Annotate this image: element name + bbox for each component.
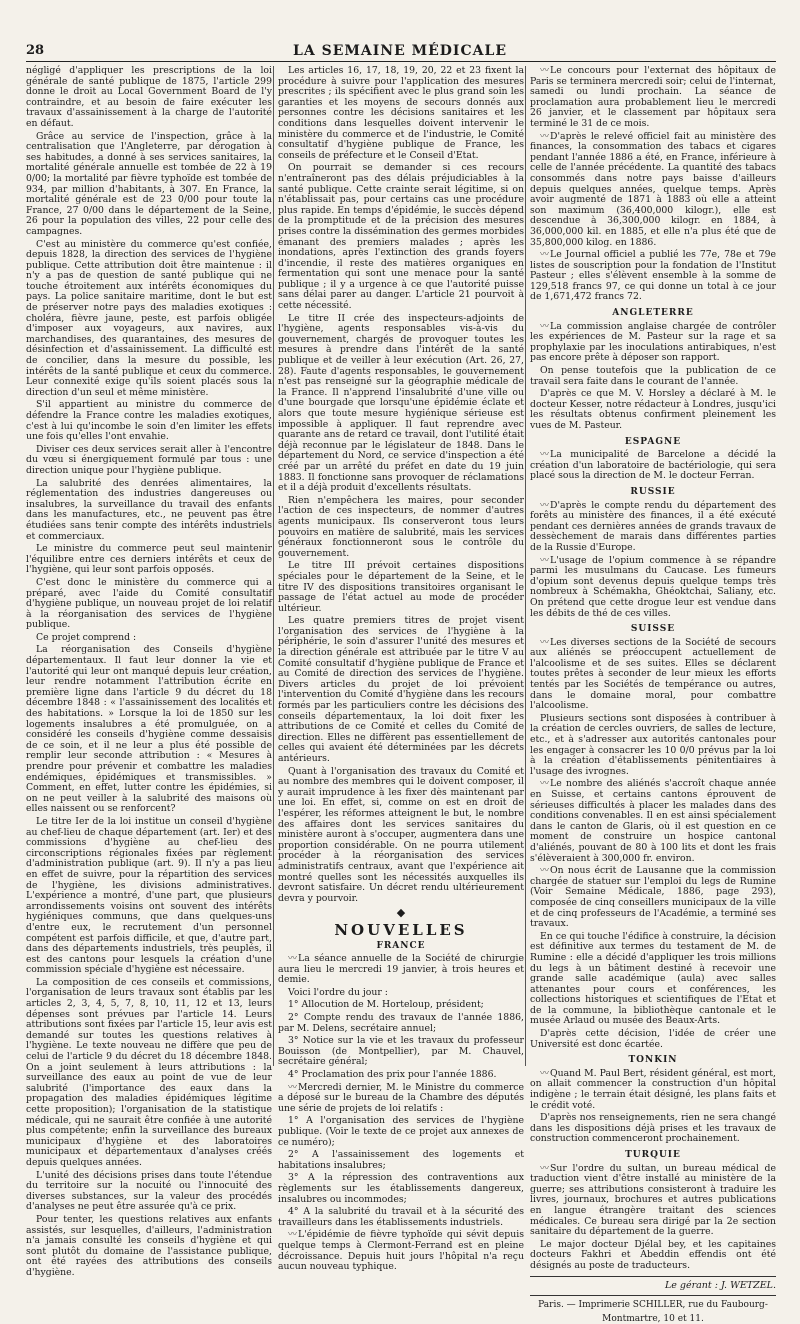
signature-rule [530, 1276, 776, 1277]
running-title: LA SEMAINE MÉDICALE [293, 43, 507, 59]
news-item: 〰 Le Journal officiel a publié les 77e, 78e et 79e listes de souscription pour la fondation de l'Institut Pasteur ; elles s'élèvent ensemble à la somme de 129,518 francs 97, ce qui donne un total à ce jour de 1,671,472 francs 72. [530, 249, 776, 303]
news-line: 4° A la salubrité du travail et à la sécurité des travailleurs dans les établissements industriels. [278, 1206, 524, 1228]
column-divider [525, 66, 526, 1066]
wave-dash-icon: 〰 [540, 1068, 549, 1079]
news-item: 〰 L'usage de l'opium commence à se répandre parmi les musulmans du Caucase. Les fumeurs d'opium sont devenus depuis quelque temps très nombreux à Schémakha, Ghéoktchai, Saliany, etc. On prétend que cette drogue leur est vendue dans les débits de thé de ces villes. [530, 554, 776, 619]
news-item: 〰 L'épidémie de fièvre typhoïde qui sévit depuis quelque temps à Clermont-Ferrand est en pleine décroissance. Depuis huit jours l'hôpital n'a reçu aucun nouveau typhique. [278, 1229, 524, 1273]
news-line: D'après ce que M. V. Horsley a déclaré à M. le docteur Kesser, notre rédacteur à Londres, jusqu'ici les résultats obtenus confirment pleinement les vues de M. Pasteur. [530, 388, 776, 431]
news-item: 〰 Mercredi dernier, M. le Ministre du commerce a déposé sur le bureau de la Chambre des députés une série de projets de loi relatifs : [278, 1081, 524, 1114]
news-line: 2° A l'assainissement des logements et habitations insalubres; [278, 1149, 524, 1171]
paragraph: Grâce au service de l'inspection, grâce à la centralisation que l'Angleterre, par dérogation à ses habitudes, a donné à ses services sanitaires, la mortalité générale annuelle est tombée de 22 à 19 0/00; la mortalité par fièvre typhoïde est tombée de 934, par million d'habitants, à 307. En France, la mortalité générale est de 23 0/00 pour toute la France, 27 0/00 dans le département de la Seine, 26 pour la population des villes, 22 pour celle des campagnes. [26, 130, 272, 237]
wave-dash-icon: 〰 [540, 500, 549, 511]
news-item: 〰 La séance annuelle de la Société de chirurgie aura lieu le mercredi 19 janvier, à trois heures et demie. [278, 953, 524, 986]
wave-dash-icon: 〰 [288, 1230, 297, 1241]
wave-dash-icon: 〰 [540, 866, 549, 877]
paragraph: C'est au ministère du commerce qu'est confiée, depuis 1828, la direction des services de l'hygiène publique. Cette attribution doit être maintenue : il n'y a pas de question de santé publique qui ne touche étroitement aux intérêts économiques du pays. La police sanitaire maritime, dont le but est de préserver notre pays des maladies exotiques : choléra, fièvre jaune, peste, est parfois obligée d'imposer aux voyageurs, aux navires, aux marchandises, des quarantaines, des mesures de désinfection et d'assainissement. La difficulté est de concilier, dans la mesure du possible, les intérêts de la santé publique et ceux du commerce. Leur connexité exige qu'ils soient placés sous la direction d'un seul et même ministère. [26, 238, 272, 398]
wave-dash-icon: 〰 [288, 1082, 297, 1093]
news-line: 4° Proclamation des prix pour l'année 1886. [288, 1069, 497, 1081]
paragraph: La composition de ces conseils et commissions, l'organisation de leurs travaux sont établis par les articles 2, 3, 4, 5, 7, 8, 10, 11, 12 et 13, leurs dépenses sont prévues par l'article 14. Leurs attributions sont fixées par l'article 15, leur avis est demandé sur toutes les questions relatives à l'hygiène. Le texte nouveau ne diffère que peu de celui de l'article 9 du décret du 18 décembre 1848. On a joint seulement à leurs attributions : la surveillance des eaux au point de vue de leur salubrité (l'importance des eaux dans la propagation des maladies épidémiques légitime cette proposition); l'organisation de la statistique médicale, qui ne saurait être confiée à une autorité plus compétente; enfin la surveillance des bureaux municipaux d'hygiène et des laboratoires municipaux et départementaux d'analyses créés depuis quelques années. [26, 976, 272, 1168]
wave-dash-icon: 〰 [540, 66, 549, 76]
managing-editor-signature: Le gérant : J. WETZEL. [664, 1279, 776, 1291]
paragraph: Quant à l'organisation des travaux du Comité et au nombre des membres qui le doivent composer, il y aurait imprudence à les fixer dès maintenant par une loi. En effet, si, comme on est en droit de l'espérer, les réformes atteignent le but, le nombre des affaires dont les services sanitaires du ministère auront à s'occuper, augmentera dans une proportion considérable. On ne pourra utilement procéder à la réorganisation des services administratifs centraux, avant que l'expérience ait montré quelles sont les nécessités auxquelles ils devront satisfaire. Un décret rendu ultérieurement devra y pourvoir. [278, 765, 524, 904]
paragraph: Le titre Ier de la loi institue un conseil d'hygiène au chef-lieu de chaque département (art. Ier) et des commissions d'hygiène au chef-lieu des circonscriptions régionales fixées par règlement d'administration publique (art. 9). Il n'y a pas lieu en effet de suivre, pour la répartition des services de l'hygiène, les divisions administratives. L'expérience a montré, d'une part, que plusieurs arrondissements voisins ont souvent des intérêts hygiéniques communs, que dans quelques-uns d'entre eux, le recrutement d'un personnel compétent est parfois difficile, et que, d'autre part, dans des départements industriels, très peuplés, il est des cantons pour lesquels la création d'une commission spéciale d'hygiène est nécessaire. [26, 815, 272, 976]
news-item: 〰 D'après le relevé officiel fait au ministère des finances, la consommation des tabacs et cigares pendant l'année 1886 a été, en France, inférieure à celle de l'année précédente. La quantité des tabacs consommés dans notre pays baisse d'ailleurs depuis quelques années, quelque temps. Après avoir augmenté de 1871 à 1883 où elle a atteint son maximum (36,400,000 kilogr.), elle est descendue à 36,300,000 kilogr. en 1884, à 36,000,000 kil. en 1885, et elle n'a plus été que de 35,800,000 kilog. en 1886. [530, 130, 776, 248]
wave-dash-icon: 〰 [540, 555, 549, 566]
news-item: 〰 On nous écrit de Lausanne que la commission chargée de statuer sur l'emploi du legs de Rumine (Voir Semaine Médicale, 1886, page 293), composée de cinq conseillers municipaux de la ville et de cinq professeurs de l'Académie, a terminé ses travaux. [530, 865, 776, 930]
column-3 [530, 65, 776, 1324]
news-item: 〰 D'après le compte rendu du département des forêts au ministère des finances, il a été exécuté pendant ces dernières années de grands travaux de dessèchement de marais dans différentes parties de la Russie d'Europe. [530, 499, 776, 553]
news-item: 〰 La commission anglaise chargée de contrôler les expériences de M. Pasteur sur la rage et sa prophylaxie par les inoculations antirabiques, n'est pas encore prête à déposer son rapport. [530, 320, 776, 364]
news-line: D'après cette décision, l'idée de créer une Université est donc écartée. [530, 1028, 776, 1050]
column-divider [273, 66, 274, 1066]
news-line: 1° Allocution de M. Horteloup, président; [288, 999, 484, 1011]
page-number: 28 [26, 43, 45, 58]
subheading-espagne: ESPAGNE [624, 436, 682, 447]
wave-dash-icon: 〰 [540, 321, 549, 332]
subheading-suisse: SUISSE [630, 624, 676, 635]
news-item: 〰 La municipalité de Barcelone a décidé la création d'un laboratoire de bactériologie, qui sera placé sous la direction de M. le docteur Ferran. [530, 449, 776, 482]
paragraph: Rien n'empêchera les maires, pour seconder l'action de ces inspecteurs, de nommer d'autres agents municipaux. Ils conserveront tous leurs pouvoirs en matière de salubrité, mais les services généraux fonctionneront sous le contrôle du gouvernement. [278, 494, 524, 559]
paragraph: Le titre II crée des inspecteurs-adjoints de l'hygiène, agents responsables vis-à-vis du gouvernement, chargés de provoquer toutes les mesures à prendre dans l'intérêt de la santé publique et de veiller à leur exécution (Art. 26, 27, 28). Faute d'agents responsables, le gouvernement n'est pas renseigné sur la géographie médicale de la France. Il n'apprend l'insalubrité d'une ville ou d'une bourgade que lorsqu'une épidémie éclate et alors que toute mesure hygiénique sérieuse est impossible à appliquer. Il faut reprendre avec quarante ans de retard ce travail, dont l'utilité était déjà reconnue par le législateur de 1848. Dans le département du Nord, ce service d'inspection a été créé par un arrêté du préfet en date du 19 juin 1883. Il fonctionne sans provoquer de réclamations et il a déjà produit d'excellents résultats. [278, 312, 524, 494]
wave-dash-icon: 〰 [540, 131, 549, 142]
paragraph: Ce projet comprend : [36, 631, 137, 643]
news-line: On pense toutefois que la publication de ce travail sera faite dans le courant de l'année. [530, 365, 776, 387]
header-rule [26, 61, 776, 62]
subheading-russie: RUSSIE [630, 486, 676, 497]
news-line: 2° Compte rendu des travaux de l'année 1886, par M. Delens, secrétaire annuel; [278, 1012, 524, 1034]
wave-dash-icon: 〰 [540, 250, 549, 261]
wave-dash-icon: 〰 [540, 1163, 549, 1174]
subheading-angleterre: ANGLETERRE [612, 308, 694, 319]
paragraph: Les quatre premiers titres de projet visent l'organisation des services de l'hygiène à la périphérie, le soin d'assurer l'unité des mesures et la direction générale est attribuée par le titre V au Comité consultatif d'hygiène publique de France et au Comité de direction des services de l'hygiène. Divers articles du projet de loi prévoient l'intervention du Comité d'hygiène dans les recours formés par les particuliers contre les décisions des conseils départementaux, la loi doit fixer les attributions de ce Comité et celles du Comité de direction. Elles ne diffèrent pas essentiellement de celles qui avaient été déterminées par les décrets antérieurs. [278, 615, 524, 764]
printer-line: Paris. — Imprimerie SCHILLER, rue du Faubourg- [538, 1300, 768, 1311]
paragraph: On pourrait se demander si ces recours n'entraîneront pas des délais préjudiciables à la santé publique. Cette crainte serait légitime, si on n'établissait pas, pour certains cas une procédure plus rapide. En temps d'épidémie, le succès dépend de la promptitude et de la précision des mesures prises contre la dissémination des germes morbides émanant des premiers malades ; après les inondations, après l'extinction des grands foyers d'incendie, il reste des matières organiques en fermentation qui sont une menace pour la santé publique ; il y a urgence à ce que l'autorité puisse sans délai parer au danger. L'article 21 pourvoit à cette nécessité. [278, 162, 524, 312]
subheading-tonkin: TONKIN [628, 1055, 678, 1066]
news-line: Plusieurs sections sont disposées à contribuer à la création de cercles ouvriers, de salles de lecture, etc., et à s'adresser aux autorités cantonales pour les engager à consacrer les 10 0/0 prévus par la loi à la création d'établissements pénitentiaires à l'usage des ivrognes. [530, 712, 776, 777]
paragraph: C'est donc le ministère du commerce qui a préparé, avec l'aide du Comité consultatif d'hygiène publique, un nouveau projet de loi relatif à la réorganisation des services de l'hygiène publique. [26, 576, 272, 631]
paragraph: La réorganisation des Conseils d'hygiène départementaux. Il faut leur donner la vie et l'autorité qui leur ont manqué depuis leur création, leur rendre notamment l'attribution écrite en première ligne dans l'article 9 du décret du 18 décembre 1848 : « l'assainissement des localités et des habitations. » Lorsque la loi de 1850 sur les logements insalubres a été promulguée, on a considéré les conseils d'hygiène comme dessaisis de ce soin, et il ne leur a plus été possible de remplir leur seconde attribution : « Mesures à prendre pour prévenir et combattre les maladies endémiques, épidémiques et transmissibles. » Comment, en effet, lutter contre les épidémies, si on ne peut veiller à la salubrité des maisons où elles naissent ou se renforcent? [26, 644, 272, 815]
news-line: 1° A l'organisation des services de l'hygiène publique. (Voir le texte de ce projet aux annexes de ce numéro); [278, 1115, 524, 1148]
news-line: D'après nos renseignements, rien ne sera changé dans les dispositions déjà prises et les travaux de construction commenceront prochainement. [530, 1112, 776, 1145]
news-item: 〰 Le concours pour l'externat des hôpitaux de Paris se terminera mercredi soir; celui de l'internat, samedi ou lundi prochain. La séance de proclamation aura probablement lieu le mercredi 26 janvier, et le classement par hôpitaux sera terminé le 31 de ce mois. [530, 65, 776, 129]
subheading-france: FRANCE [376, 940, 426, 951]
news-line: Voici l'ordre du jour : [288, 986, 388, 998]
ornament-icon: ◆ [396, 906, 406, 920]
paragraph: S'il appartient au ministre du commerce de défendre la France contre les maladies exotiques, c'est à lui qu'incombe le soin d'en limiter les effets une fois qu'elles l'ont envahie. [26, 399, 272, 443]
section-heading-nouvelles: NOUVELLES [334, 920, 468, 939]
wave-dash-icon: 〰 [540, 779, 549, 790]
news-line: En ce qui touche l'édifice à construire, la décision est définitive aux termes du testament de M. de Rumine : elle a décidé d'appliquer les trois millions du legs à un bâtiment destiné à recevoir une grande salle académique (aula) avec salles attenantes pour cours et conférences, les collections historiques et scientifiques de l'Etat et de la commune, la bibliothèque cantonale et le musée Arlaud ou musée des Beaux-Arts. [530, 930, 776, 1027]
news-item: 〰 Le nombre des aliénés s'accroît chaque année en Suisse, et certains cantons éprouvent de sérieuses difficultés à placer les malades dans des conditions convenables. Il en est ainsi spécialement dans le canton de Glaris, où il est question en ce moment de construire un hospice cantonal d'aliénés, pouvant de 80 à 100 lits et dont les frais s'élèveraient à 300,000 fr. environ. [530, 778, 776, 864]
news-line: 3° Notice sur la vie et les travaux du professeur Bouisson (de Montpellier), par M. Chauvel, secrétaire général; [278, 1035, 524, 1068]
news-item: 〰 Sur l'ordre du sultan, un bureau médical de traduction vient d'être installé au ministère de la guerre; ses attributions consisteront à traduire les livres, journaux, brochures et autres publications en langue étrangère traitant des sciences médicales. Ce bureau sera dirigé par la 2e section sanitaire du département de la guerre. [530, 1162, 776, 1238]
signature-rule [530, 1295, 776, 1296]
paragraph: Le titre III prévoit certaines dispositions spéciales pour le département de la Seine, et le titre IV des dispositions transitoires organisant le passage de l'état actuel au mode de procéder ultérieur. [278, 560, 524, 614]
wave-dash-icon: 〰 [540, 450, 549, 461]
paragraph: Pour tenter, les questions relatives aux enfants assistés, sur lesquelles, d'ailleurs, l'administration n'a jamais consulté les conseils d'hygiène et qui sont plutôt du domaine de l'assistance publique, ont été rayées des attributions des conseils d'hygiène. [26, 1213, 272, 1278]
news-item: 〰 Quand M. Paul Bert, résident général, est mort, on allait commencer la construction d'un hôpital indigène ; le terrain était désigné, les plans faits et le crédit voté. [530, 1067, 776, 1111]
wave-dash-icon: 〰 [288, 954, 297, 965]
subheading-turquie: TURQUIE [625, 1150, 681, 1160]
paragraph: Diviser ces deux services serait aller à l'encontre du vœu si énergiquement formulé par tous : une direction unique pour l'hygiène publique. [26, 443, 272, 476]
paragraph: Les articles 16, 17, 18, 19, 20, 22 et 23 fixent la procédure à suivre pour l'application des mesures prescrites ; ils spécifient avec le plus grand soin les garanties et les moyens de secours donnés aux personnes contre les décisions sanitaires et les conditions dans lesquelles doivent intervenir le ministère du commerce et de l'industrie, le Comité consultatif d'hygiène publique de France, les conseils de préfecture et le Conseil d'Etat. [278, 65, 524, 161]
news-line: Le major docteur Djélal bey, et les capitaines docteurs Fakhri et Abeddin effendis ont été désignés au poste de traducteurs. [530, 1238, 776, 1271]
column-2 [278, 65, 524, 1273]
paragraph: Le ministre du commerce peut seul maintenir l'équilibre entre ces derniers intérêts et ceux de l'hygiène, qui leur sont parfois opposés. [26, 543, 272, 576]
wave-dash-icon: 〰 [540, 637, 549, 648]
paragraph: L'unité des décisions prises dans toute l'étendue du territoire sur la nocuité ou l'innocuité des diverses substances, sur la valeur des procédés d'analyses ne peut être assurée qu'à ce prix. [26, 1169, 272, 1213]
printer-line: Montmartre, 10 et 11. [602, 1313, 704, 1324]
news-line: 3° A la répression des contraventions aux règlements sur les établissements dangereux, insalubres ou incommodes; [278, 1172, 524, 1205]
news-item: 〰 Les diverses sections de la Société de secours aux aliénés se préoccupent actuellement de l'alcoolisme et de ses suites. Elles se déclarent toutes prêtes à seconder de leur mieux les efforts tentés par les Sociétés de tempérance ou autres, dans le domaine moral, pour combattre l'alcoolisme. [530, 636, 776, 712]
paragraph: négligé d'appliquer les prescriptions de la loi générale de santé publique de 1875, l'article 299 donne le droit au Local Government Board de l'y contraindre, et au besoin de faire exécuter les travaux d'assainissement à la charge de l'autorité en défaut. [26, 65, 272, 129]
paragraph: La salubrité des denrées alimentaires, la réglementation des industries dangereuses ou insalubres, la surveillance du travail des enfants dans les manufactures, etc., ne peuvent pas être étudiées sans tenir compte des intérêts industriels et commerciaux. [26, 477, 272, 542]
column-1 [26, 65, 272, 1278]
